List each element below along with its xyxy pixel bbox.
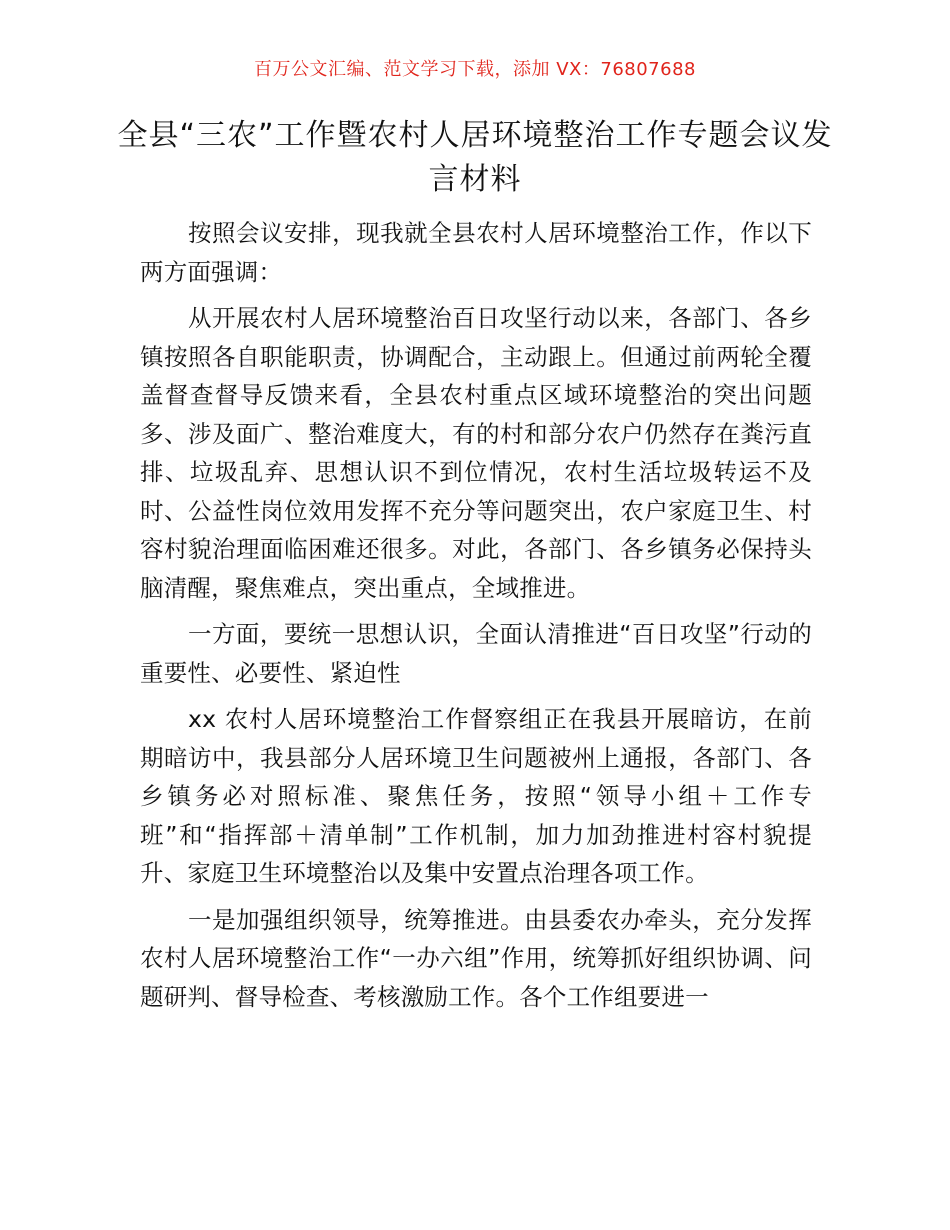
header-watermark-note: 百万公文汇编、范文学习下载，添加 VX：76807688 [254,59,696,80]
document-body [140,214,812,1024]
paragraph-background: 从开展农村人居环境整治百日攻坚行动以来，各部门、各乡镇按照各自职能职责，协调配合，主动跟上。但通过前两轮全覆盖督查督导反馈来看，全县农村重点区域环境整治的突出问题多、涉及面广、整治难度大，有的村和部分农户仍然存在粪污直排、垃圾乱弃、思想认识不到位情况，农村生活垃圾转运不及时、公益性岗位效用发挥不充分等问题突出，农户家庭卫生、村容村貌治理面临困难还很多。对此，各部门、各乡镇务必保持头脑清醒，聚焦难点，突出重点，全域推进。 [140,304,812,602]
paragraph-point-one-heading: 一方面，要统一思想认识，全面认清推进“百日攻坚”行动的重要性、必要性、紧迫性 [140,620,812,687]
paragraph-inspection: xx 农村人居环境整治工作督察组正在我县开展暗访，在前期暗访中，我县部分人居环境卫生问题被州上通报，各部门、各乡镇务必对照标准、聚焦任务，按照“领导小组＋工作专班”和“指挥部＋清单制”工作机制，加力加劲推进村容村貌提升、家庭卫生环境整治以及集中安置点治理各项工作。 [140,705,812,887]
document-title: 全县“三农”工作暨农村人居环境整治工作专题会议发言材料 [117,118,833,197]
paragraph-organization: 一是加强组织领导，统筹推进。由县委农办牵头，充分发挥农村人居环境整治工作“一办六组”作用，统筹抓好组织协调、问题研判、督导检查、考核激励工作。各个工作组要进一 [140,905,812,1011]
paragraph-intro: 按照会议安排，现我就全县农村人居环境整治工作，作以下两方面强调： [140,219,812,286]
